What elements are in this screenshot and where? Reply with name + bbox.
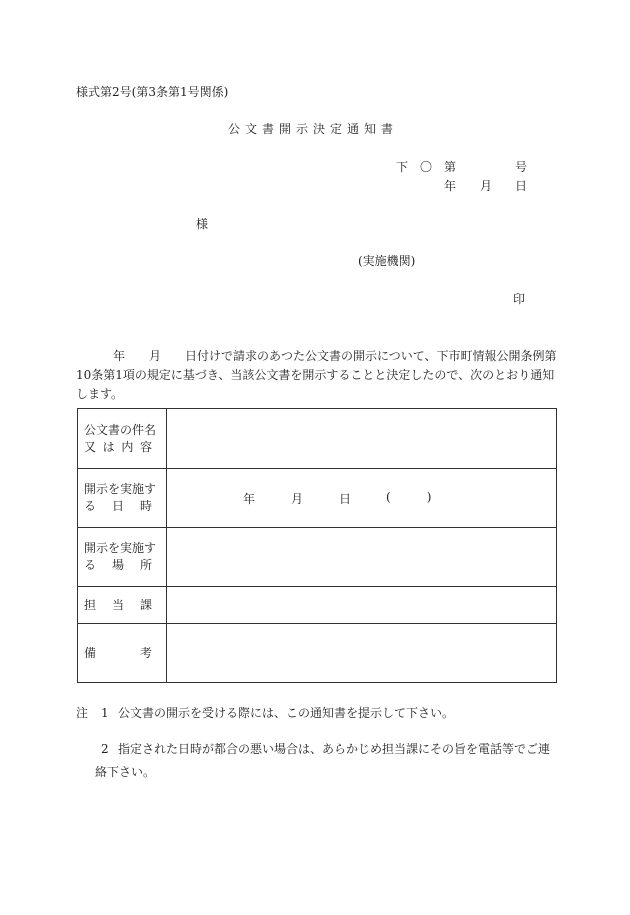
datetime-fields — [167, 469, 556, 507]
label-char: 内 — [121, 439, 134, 454]
note-1-text: 公文書の開示を受ける際には、この通知書を提示して下さい。 — [118, 706, 455, 720]
datetime-year: 年 — [243, 492, 256, 506]
label-char: 場 — [111, 558, 124, 572]
label-char: 所 — [139, 558, 152, 572]
value-datetime[interactable] — [167, 469, 557, 528]
datetime-paren-close: ) — [426, 490, 432, 504]
doc-number-mark: 〇 — [420, 160, 433, 174]
label-char: る — [84, 499, 97, 513]
label-datetime — [78, 469, 167, 528]
label-char: る — [84, 558, 97, 572]
table-row-location — [78, 528, 557, 587]
body-line-2: 10条第1項の規定に基づき、当該公文書を開示することと決定したので、次のとおり通知 — [76, 368, 555, 382]
label-char: 考 — [139, 645, 152, 660]
agency-label: (実施機関) — [358, 254, 416, 268]
table-row-department — [78, 587, 557, 624]
label-char: 課 — [139, 597, 152, 612]
label-char: 又 — [84, 439, 97, 454]
form-number: 様式第2号(第3条第1号関係) — [76, 85, 229, 99]
label-char: 担 — [84, 597, 97, 612]
table-row-remarks — [78, 624, 557, 683]
label-department — [78, 587, 167, 624]
label-location — [78, 528, 167, 587]
label-location-line1: 開示を実施す — [84, 541, 157, 555]
label-char: は — [102, 439, 115, 454]
value-subject[interactable] — [167, 409, 557, 469]
note-1-number: 1 — [101, 706, 109, 720]
note-2-line-2: 絡下さい。 — [95, 765, 156, 779]
label-location-line2 — [84, 557, 152, 574]
label-subject-line1: 公文書の件名 — [84, 422, 157, 437]
doc-number-dai: 第 — [444, 160, 457, 174]
table-row-subject — [78, 409, 557, 469]
seal-mark: 印 — [513, 292, 526, 306]
value-remarks[interactable] — [167, 624, 557, 683]
label-datetime-line2 — [84, 498, 152, 515]
label-remarks-chars — [84, 645, 152, 662]
notes-prefix: 注 — [76, 706, 89, 720]
datetime-month: 月 — [291, 492, 304, 506]
label-char: 当 — [111, 597, 124, 612]
document-title: 公文書開示決定通知書 — [228, 122, 399, 136]
doc-number-go: 号 — [515, 160, 528, 174]
disclosure-details-table — [77, 408, 557, 683]
label-char: 備 — [84, 645, 97, 660]
body-paragraph — [76, 347, 558, 404]
label-department-chars — [84, 597, 152, 614]
value-location[interactable] — [167, 528, 557, 587]
body-line-1-rest: 日付けで請求のあつた公文書の開示について、下市町情報公開条例第 — [185, 349, 557, 363]
label-subject — [78, 409, 167, 469]
body-line-3: します。 — [76, 387, 124, 401]
label-char: 日 — [111, 499, 124, 513]
table-row-datetime — [78, 469, 557, 528]
addressee-suffix: 様 — [196, 217, 209, 231]
label-remarks — [78, 624, 167, 683]
body-month: 月 — [149, 349, 162, 363]
label-char: 時 — [139, 499, 152, 513]
datetime-day: 日 — [339, 492, 352, 506]
issue-date-month: 月 — [480, 179, 493, 193]
body-year: 年 — [113, 349, 126, 363]
issue-date-day: 日 — [515, 179, 528, 193]
label-char: 容 — [139, 439, 152, 454]
issue-date-year: 年 — [444, 179, 457, 193]
note-2-line-1: 指定された日時が都合の悪い場合は、あらかじめ担当課にその旨を電話等でご連 — [118, 742, 551, 756]
value-department[interactable] — [167, 587, 557, 624]
label-datetime-line1: 開示を実施す — [84, 482, 157, 496]
label-subject-line2 — [84, 439, 152, 456]
note-2-number: 2 — [101, 742, 109, 756]
doc-number-prefix: 下 — [396, 160, 409, 174]
body-line-1 — [76, 347, 558, 366]
datetime-paren-open: ( — [386, 490, 391, 504]
